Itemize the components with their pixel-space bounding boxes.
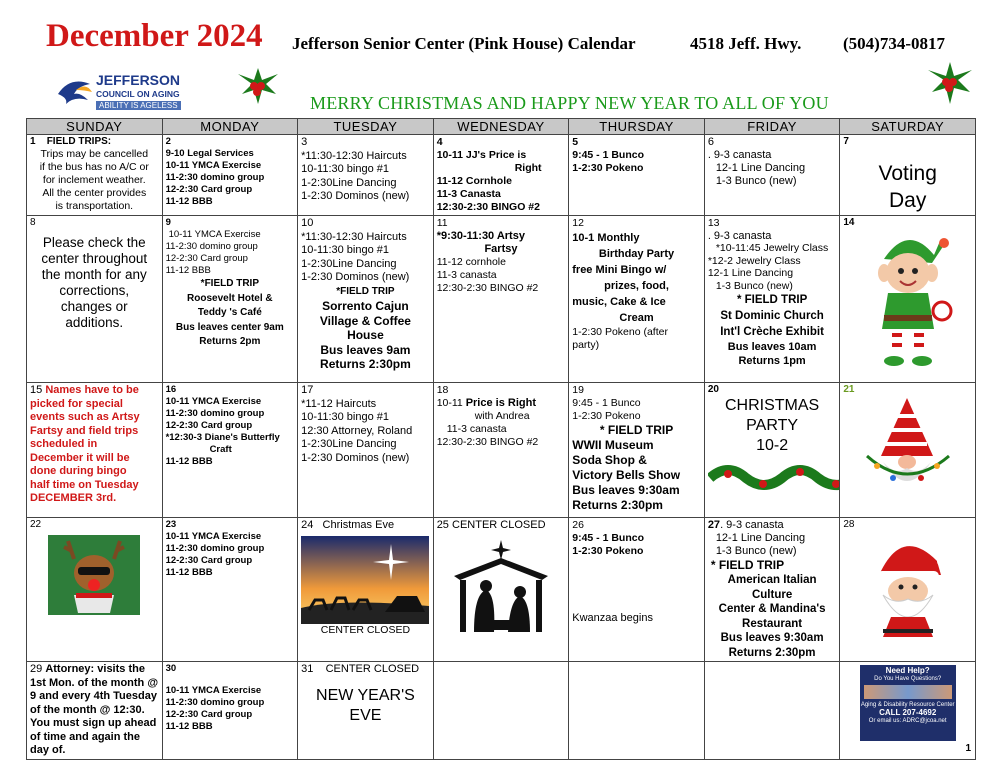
day-cell-1 [27, 135, 163, 216]
event-line: 11-2:30 domino group [165, 172, 265, 183]
event-line: 12-2:30 Card group [165, 709, 253, 720]
day-number: 25 [436, 519, 449, 531]
trip-line: Teddy 's Café [197, 307, 262, 318]
event-line: 11-12 cornhole [436, 256, 506, 268]
weekday-thursday: THURSDAY [569, 119, 705, 135]
note-line: for inclement weather. [42, 174, 146, 186]
trip-line: Returns 1pm [738, 355, 806, 367]
notice-line: done during bingo [30, 465, 127, 477]
trip-line: American Italian Culture [727, 574, 817, 601]
empty-cell [433, 662, 569, 760]
event-line: . 9-3 canasta [707, 229, 772, 242]
ad-center: Aging & Disability Resource Center [860, 702, 955, 708]
trip-line: WWII Museum [572, 438, 654, 452]
day-cell-7 [840, 135, 976, 216]
party-line: 10-1 Monthly [572, 232, 640, 244]
event-line: . 9-3 canasta [707, 149, 772, 161]
event-line: . 9-3 canasta [720, 519, 784, 531]
weekday-tuesday: TUESDAY [298, 119, 434, 135]
trip-line: Bus leaves 9:30am [720, 632, 824, 644]
day-number: 28 [843, 519, 855, 530]
event-line: 10-11:30 bingo #1 [301, 244, 389, 256]
weekday-friday: FRIDAY [704, 119, 840, 135]
event-line: 1-3 Bunco (new) [715, 175, 797, 187]
day-number: 10 [301, 217, 314, 229]
event-line: 1-2:30 Pokeno [572, 545, 644, 557]
day-cell-13 [704, 216, 840, 383]
day-number: 9 [165, 217, 171, 228]
party-title: CHRISTMAS [724, 397, 820, 414]
day-cell-5 [569, 135, 705, 216]
event-line: *12:30-3 Diane's Butterfly [165, 432, 280, 443]
event-line: 1-2:30 Pokeno [572, 410, 641, 422]
day-cell-8 [27, 216, 163, 383]
trip-line: Bus leaves 9:30am [572, 483, 680, 497]
notice-line: events such as Artsy [30, 411, 140, 423]
santa-icon [863, 531, 953, 639]
field-trip-label: *FIELD TRIP [200, 278, 260, 289]
event-heading: *9:30-11:30 Artsy [436, 230, 525, 242]
event-line: 10-11 YMCA Exercise [165, 531, 262, 542]
trip-line: Returns 2:30pm [728, 646, 816, 659]
kwanzaa-label: Kwanzaa begins [572, 612, 653, 624]
field-trip-label: * FIELD TRIP [736, 294, 808, 306]
ad-title: Need Help? [885, 666, 930, 675]
event-line: Craft [209, 444, 232, 455]
trip-line: Sorrento Cajun [322, 299, 409, 313]
event-line: 12-2:30 Card group [165, 253, 248, 264]
event-line: 10-11 YMCA Exercise [165, 160, 262, 171]
event-line: 10-11:30 bingo #1 [301, 411, 389, 423]
day-number: 30 [165, 663, 177, 674]
event-line: 1-3 Bunco (new) [715, 545, 797, 557]
trip-line: Bus leaves 10am [727, 341, 817, 353]
event-heading: Fartsy [484, 243, 518, 255]
day-number: 8 [30, 217, 36, 228]
day-number: 11 [436, 217, 448, 229]
event-line: *11:30-12:30 Haircuts [301, 149, 407, 162]
holly-icon [922, 58, 978, 110]
day-cell-12 [569, 216, 705, 383]
trip-line: Returns 2:30pm [572, 498, 663, 512]
day-number: 16 [165, 384, 177, 395]
page-number: 1 [965, 743, 971, 754]
center-closed-label: CENTER CLOSED [452, 519, 546, 531]
day-number: 14 [843, 217, 855, 228]
trip-line: Bus leaves center 9am [175, 321, 284, 333]
event-line: 12:30-2:30 BINGO #2 [436, 201, 540, 213]
notice-line: DECEMBER 3rd. [30, 492, 117, 504]
gnome-icon [863, 396, 953, 496]
christmas-eve-label: Christmas Eve [322, 519, 395, 531]
event-line: 1-2:30 Pokeno (after [572, 326, 668, 338]
trip-line: Roosevelt Hotel & [187, 292, 273, 304]
event-line: 11-12 Cornhole [436, 175, 512, 187]
weekday-wednesday: WEDNESDAY [433, 119, 569, 135]
notice-line: picked for special [30, 397, 123, 410]
event-line: 12-1 Line Dancing [715, 162, 806, 174]
day-number: 17 [301, 384, 314, 396]
day-number: 3 [301, 136, 308, 148]
event-line: 11-2:30 domino group [165, 543, 265, 554]
day-number: 22 [30, 519, 42, 530]
week-row [27, 216, 976, 383]
event-time: 10-11 [436, 397, 463, 409]
party-line: prizes, food, [604, 280, 669, 292]
event-line: 11-12 BBB [165, 567, 213, 578]
day-number: 19 [572, 384, 584, 396]
party-time: 10-2 [756, 437, 789, 454]
event-line: 1-2:30 Dominos (new) [301, 271, 410, 283]
note-line: Please check the [42, 235, 146, 250]
calendar-header [0, 0, 1000, 118]
event-line: *12-2 Jewelry Class [707, 254, 801, 267]
event-line: with Andrea [474, 410, 530, 422]
trip-line: St Dominic Church [720, 310, 824, 322]
logo-org: COUNCIL ON AGING [96, 89, 180, 99]
day-number: 31 [301, 663, 314, 675]
day-cell-18 [433, 383, 569, 518]
empty-cell [704, 662, 840, 760]
day-number: 20 [707, 384, 719, 395]
nativity-scene-icon [301, 536, 429, 624]
event-line: 1-2:30Line Dancing [301, 176, 397, 189]
day-number: 13 [707, 217, 720, 229]
day-cell-4 [433, 135, 569, 216]
event-line: 11-3 canasta [446, 423, 507, 435]
event-line: *11:30-12:30 Haircuts [301, 230, 407, 243]
day-cell-27 [704, 518, 840, 662]
nativity-silhouette-icon [446, 536, 556, 636]
event-line: 9:45 - 1 Bunco [572, 149, 645, 161]
event-line: 12:30-2:30 BINGO #2 [436, 436, 539, 448]
note-line: corrections, [59, 283, 130, 298]
field-trip-label: *FIELD TRIP [336, 285, 395, 297]
week-row [27, 662, 976, 760]
logo-name: JEFFERSON [96, 72, 181, 88]
day-cell-21 [840, 383, 976, 518]
day-cell-22 [27, 518, 163, 662]
day-cell-23 [162, 518, 298, 662]
jefferson-logo [56, 70, 214, 114]
ad-email: Or email us: ADRC@jcoa.net [868, 718, 947, 724]
event-line: 12:30-2:30 BINGO #2 [436, 282, 539, 294]
weekday-saturday: SATURDAY [840, 119, 976, 135]
event-line: 9-10 Legal Services [165, 148, 254, 159]
event-line: 1-2:30Line Dancing [301, 438, 397, 450]
day-number: 7 [843, 136, 849, 147]
day-number: 12 [572, 217, 584, 229]
event-line: 1-2:30 Dominos (new) [301, 190, 410, 202]
day-cell-19 [569, 383, 705, 518]
event-line: *11-12 Haircuts [301, 397, 377, 410]
day-cell-14 [840, 216, 976, 383]
holiday-greeting: MERRY CHRISTMAS AND HAPPY NEW YEAR TO ALL OF YOU [310, 93, 829, 113]
event-line: party) [572, 339, 600, 351]
note-line: if the bus has no A/C or [39, 161, 149, 173]
field-trips-heading: FIELD TRIPS: [46, 136, 112, 147]
day-cell-10 [298, 216, 434, 383]
event-line: 11-12 BBB [165, 456, 213, 467]
day-cell-17 [298, 383, 434, 518]
logo-tagline: ABILITY IS AGELESS [96, 101, 181, 110]
event-line: 11-2:30 domino group [165, 697, 265, 708]
event-line: 11-2:30 domino group [165, 408, 265, 419]
ad-subtitle: Do You Have Questions? [874, 676, 942, 682]
party-line: music, Cake & Ice [572, 296, 666, 308]
event-line: 12-2:30 Card group [165, 184, 253, 195]
day-cell-24 [298, 518, 434, 662]
trip-line: Bus leaves 9am [320, 342, 411, 357]
event-line: 12-1 Line Dancing [715, 532, 806, 544]
event-heading: Price is Right [465, 397, 536, 409]
field-trip-label: * FIELD TRIP [599, 423, 674, 437]
event-line: *10-11:45 Jewelry Class [715, 242, 829, 254]
weekday-sunday: SUNDAY [27, 119, 163, 135]
trip-line: Village & Coffee [319, 313, 411, 328]
day-number: 24 [301, 519, 314, 531]
trip-line: Returns 2:30pm [320, 357, 411, 371]
note-line: additions. [65, 315, 124, 330]
trip-line: Int'l Crèche Exhibit [720, 326, 824, 338]
day-number: 29 [30, 663, 43, 675]
notice-line: Names have to be [45, 384, 139, 396]
event-line: 12:30 Attorney, Roland [301, 424, 413, 437]
note-line: Trips may be cancelled [40, 148, 149, 160]
event-line: 12-2:30 Card group [165, 420, 253, 431]
event-line: 11-2:30 domino group [165, 241, 258, 252]
day-cell-11 [433, 216, 569, 383]
trip-line: Restaurant [742, 617, 803, 630]
day-number: 26 [572, 519, 584, 531]
event-line: 11-12 BBB [165, 196, 213, 207]
week-row [27, 518, 976, 662]
day-number: 15 [30, 384, 43, 396]
event-line: 1-2:30Line Dancing [301, 257, 397, 270]
day-number: 18 [436, 384, 449, 396]
field-trip-label: * FIELD TRIP [710, 558, 785, 572]
day-number: 1 [30, 136, 36, 147]
center-closed-label: CENTER CLOSED [325, 663, 420, 675]
weekday-header-row [27, 119, 976, 135]
voting-day-label: Voting Day [878, 162, 937, 212]
day-number: 23 [165, 519, 177, 530]
calendar-month-title: December 2024 [46, 18, 263, 54]
notice-line: Fartsy and field trips [30, 424, 139, 437]
event-line: 10-11 YMCA Exercise [168, 229, 261, 240]
day-cell-30 [162, 662, 298, 760]
new-years-eve-label: NEW YEAR'S [316, 687, 415, 704]
holly-icon [232, 64, 284, 110]
week-row [27, 135, 976, 216]
event-line: 12-1 Line Dancing [707, 267, 794, 279]
day-cell-29 [27, 662, 163, 760]
note-line: All the center provides [42, 187, 147, 199]
day-cell-3 [298, 135, 434, 216]
trip-line: Returns 2pm [199, 336, 261, 347]
trip-line: Victory Bells Show [572, 468, 681, 482]
day-cell-31 [298, 662, 434, 760]
ad-phone: CALL 207-4692 [879, 708, 937, 717]
day-cell-2 [162, 135, 298, 216]
event-line: 10-11 JJ's Price is [436, 149, 527, 161]
event-line: 12-2:30 Card group [165, 555, 253, 566]
reindeer-icon [44, 531, 144, 619]
note-line: center throughout [41, 251, 148, 266]
holly-garland-icon [708, 458, 840, 496]
new-years-eve-label: EVE [349, 707, 382, 724]
event-line: 10-11 YMCA Exercise [165, 396, 262, 407]
event-line: 9:45 - 1 Bunco [572, 532, 645, 544]
empty-cell [569, 662, 705, 760]
calendar-grid [26, 118, 976, 760]
event-line: 11-3 canasta [436, 269, 497, 281]
notice-line: December it will be [30, 451, 130, 464]
elf-icon [862, 229, 954, 369]
day-number: 5 [572, 136, 579, 148]
event-line: Right [514, 162, 542, 174]
note-line: is transportation. [55, 200, 134, 212]
notice-line: scheduled in [30, 438, 98, 450]
day-number: 4 [436, 136, 443, 148]
day-number: 21 [843, 384, 855, 395]
notice-line: half time on Tuesday [30, 478, 139, 491]
day-cell-16 [162, 383, 298, 518]
event-line: 11-12 BBB [165, 721, 213, 732]
adrc-ad [860, 665, 956, 741]
ad-photo-strip [864, 685, 952, 699]
day-number: 6 [707, 136, 714, 148]
day-cell-20 [704, 383, 840, 518]
party-title: PARTY [746, 417, 799, 434]
center-closed-label: CENTER CLOSED [320, 624, 411, 636]
day-cell-28 [840, 518, 976, 662]
event-line: 1-2:30 Dominos (new) [301, 451, 410, 464]
event-line: 10-11:30 bingo #1 [301, 163, 389, 175]
note-line: changes or [60, 299, 128, 314]
day-cell-9 [162, 216, 298, 383]
trip-line: Soda Shop & [572, 453, 647, 467]
note-line: the month for any [41, 267, 147, 282]
adrc-ad-cell [840, 662, 976, 760]
trip-line: House [347, 328, 384, 342]
day-cell-15 [27, 383, 163, 518]
attorney-heading: Attorney [45, 663, 91, 675]
event-line: 11-3 Canasta [436, 188, 501, 200]
day-number: 27 [707, 519, 721, 531]
week-row [27, 383, 976, 518]
party-line: free Mini Bingo w/ [572, 264, 667, 276]
event-line: 1-2:30 Pokeno [572, 162, 644, 174]
center-name: Jefferson Senior Center (Pink House) Calendar [292, 34, 636, 53]
party-line: Birthday Party [598, 248, 675, 260]
day-cell-26 [569, 518, 705, 662]
event-line: 11-12 BBB [165, 265, 211, 276]
event-line: 1-3 Bunco (new) [715, 279, 793, 292]
weekday-monday: MONDAY [162, 119, 298, 135]
day-cell-6 [704, 135, 840, 216]
center-address: 4518 Jeff. Hwy. [690, 34, 802, 53]
trip-line: Center & Mandina's [718, 603, 826, 615]
day-number: 2 [165, 136, 171, 147]
day-cell-25 [433, 518, 569, 662]
center-phone: (504)734-0817 [843, 34, 945, 53]
party-line: Cream [619, 312, 654, 324]
event-line: 10-11 YMCA Exercise [165, 685, 262, 696]
attorney-note: : visits the 1st Mon. of the month @ 9 and every 4th Tuesday of the month @ 12:30. You must sign up ahead of time and again the day of. [30, 663, 159, 756]
event-line: 9:45 - 1 Bunco [572, 397, 641, 409]
